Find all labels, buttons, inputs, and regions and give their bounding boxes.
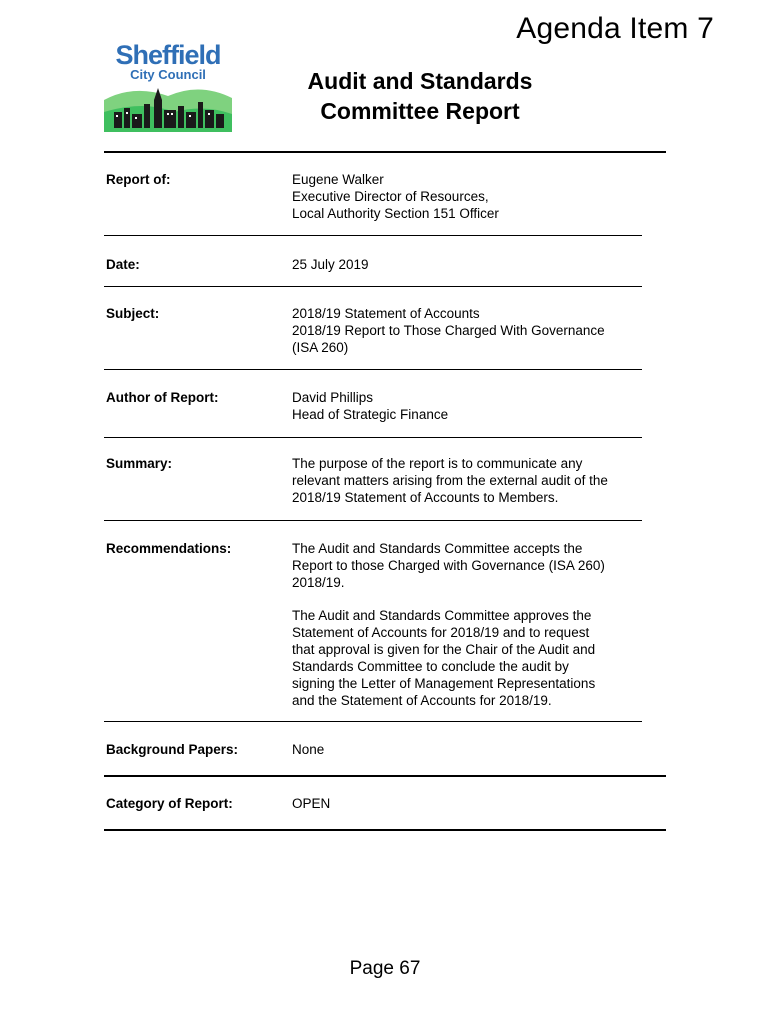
header-divider [104,151,666,153]
author-line: David Phillips [292,390,374,405]
report-title [250,66,590,126]
recommendation-line: Statement of Accounts for 2018/19 and to request [292,625,590,640]
recommendations-para-1 [292,540,662,591]
report-of-line: Local Authority Section 151 Officer [292,206,499,221]
footer-divider [104,829,666,831]
category-label: Category of Report: [106,796,233,811]
recommendation-line: Report to those Charged with Governance (ISA 260) [292,558,605,573]
field-divider [104,235,642,236]
field-divider [104,286,642,287]
recommendation-line: signing the Letter of Management Representations [292,676,596,691]
summary-label: Summary: [106,456,173,471]
field-divider [104,520,642,521]
field-divider [104,721,642,722]
logo-name: Sheffield [115,40,221,70]
agenda-item-heading: Agenda Item 7 [516,12,714,45]
category-text: OPEN [292,796,331,811]
subject-label: Subject: [106,306,160,321]
report-of-line: Eugene Walker [292,172,384,187]
field-divider [104,437,642,438]
council-logo [104,40,232,132]
logo-subtitle: City Council [130,67,206,82]
summary-line: 2018/19 Statement of Accounts to Members. [292,490,559,505]
summary-line: The purpose of the report is to communicate any [292,456,583,471]
page-number: Page 67 [349,958,421,979]
date-label: Date: [106,257,140,272]
recommendation-line: The Audit and Standards Committee approves the [292,608,592,623]
section-divider [104,775,666,777]
author-value [292,389,662,423]
recommendation-line: 2018/19. [292,575,345,590]
category-value [292,795,662,812]
recommendations-label: Recommendations: [106,541,232,556]
subject-line: 2018/19 Statement of Accounts [292,306,480,321]
recommendation-line: Standards Committee to conclude the audit by [292,659,569,674]
recommendation-line: and the Statement of Accounts for 2018/19. [292,693,552,708]
background-papers-label: Background Papers: [106,742,239,757]
date-value [292,256,662,273]
author-line: Head of Strategic Finance [292,407,449,422]
recommendation-line: that approval is given for the Chair of the Audit and [292,642,596,657]
report-of-label: Report of: [106,172,171,187]
subject-line: (ISA 260) [292,340,349,355]
field-divider [104,369,642,370]
report-title-line-1: Audit and Standards [307,68,533,94]
recommendations-para-2 [292,607,662,709]
recommendation-line: The Audit and Standards Committee accepts the [292,541,583,556]
summary-value [292,455,662,506]
subject-line: 2018/19 Report to Those Charged With Governance [292,323,605,338]
author-label: Author of Report: [106,390,219,405]
city-skyline-icon [104,82,232,132]
background-papers-text: None [292,742,325,757]
report-of-value [292,171,662,222]
subject-value [292,305,662,356]
report-title-line-2: Committee Report [320,98,520,124]
report-of-line: Executive Director of Resources, [292,189,489,204]
date-text: 25 July 2019 [292,257,369,272]
summary-line: relevant matters arising from the external audit of the [292,473,608,488]
background-papers-value [292,741,662,758]
